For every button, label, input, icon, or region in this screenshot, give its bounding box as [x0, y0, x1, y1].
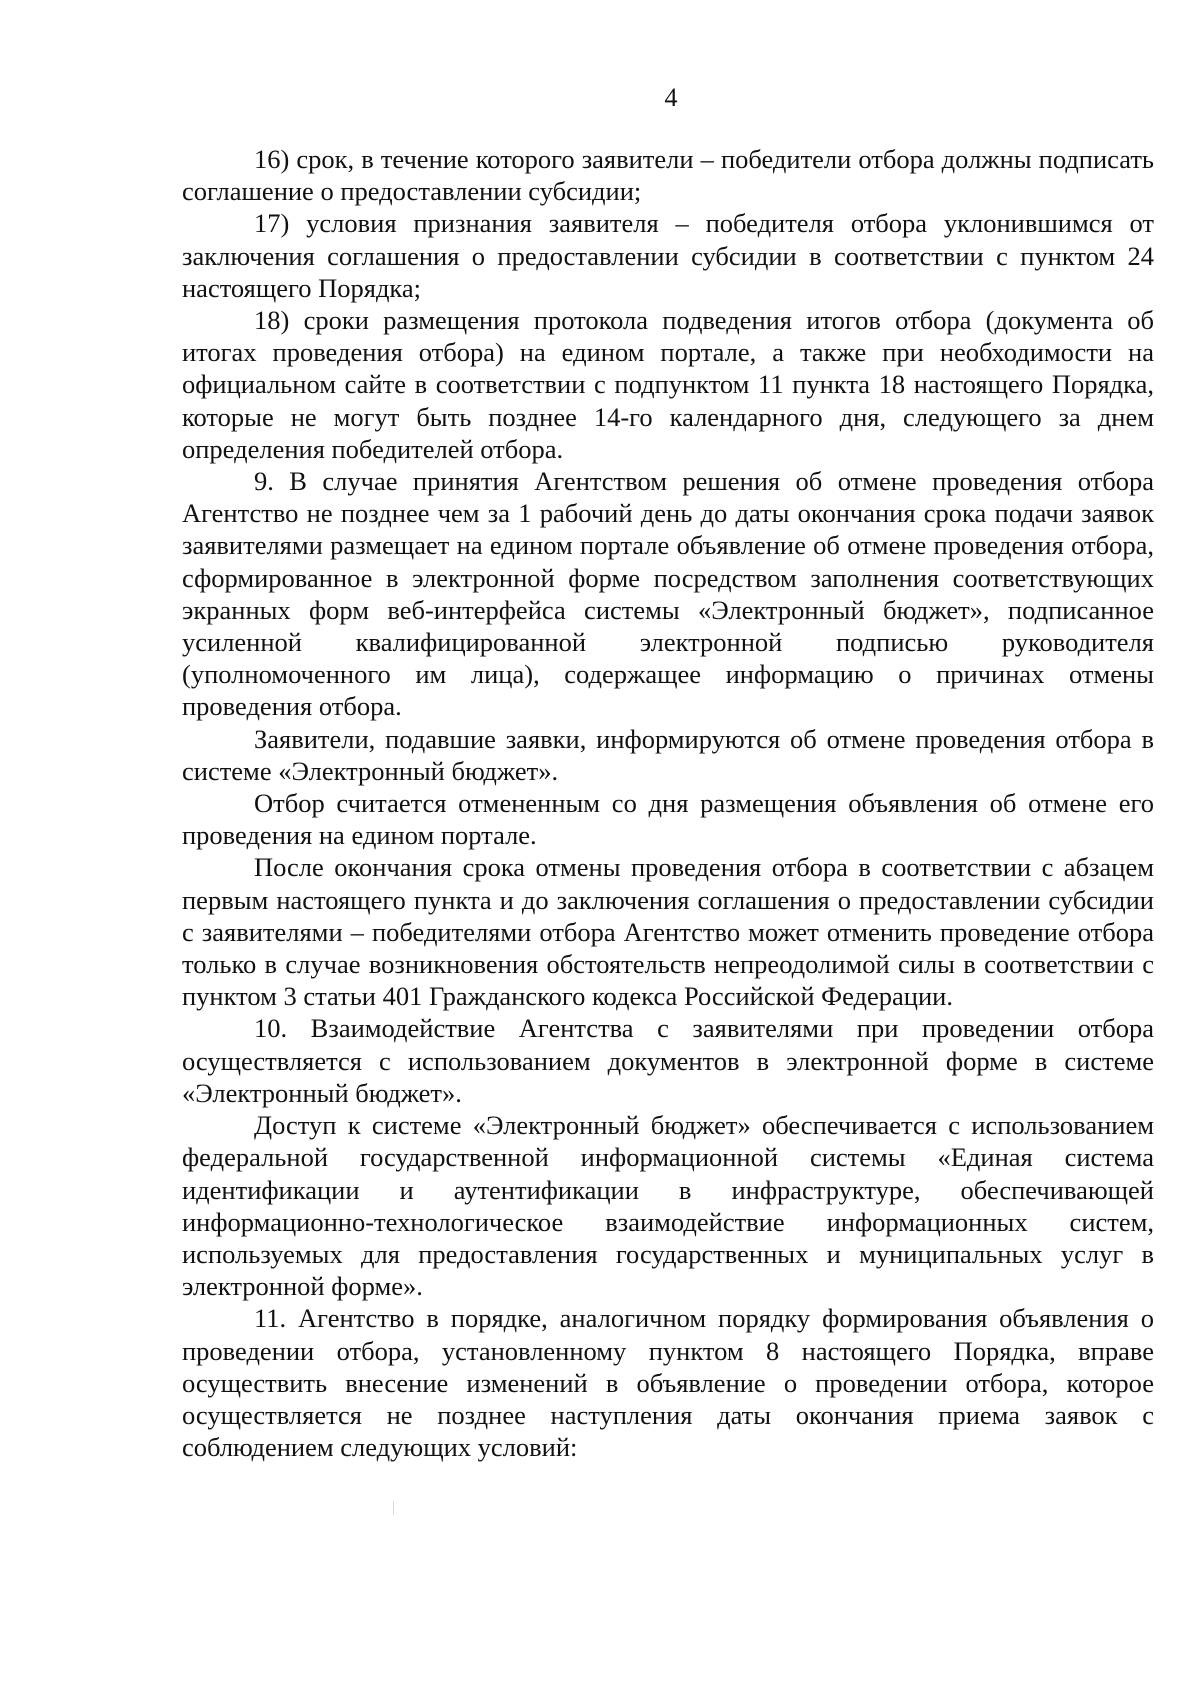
paragraph-cancellation-date: Отбор считается отмененным со дня размещения объявления об отмене его проведения на едином портале.	[182, 788, 1154, 851]
paragraph-item-18: 18) сроки размещения протокола подведения итогов отбора (документа об итогах проведения отбора) на едином портале, а также при необходимости на официальном сайте в соответствии с подпунктом 11 пункта 18 настоящего Порядка, которые не могут быть позднее 14-го календарного дня, следующего за днем определения победителей отбора.	[182, 305, 1154, 464]
paragraph-item-16: 16) срок, в течение которого заявители – победители отбора должны подписать соглашение о предоставлении субсидии;	[182, 144, 1154, 207]
paragraph-item-17: 17) условия признания заявителя – победителя отбора уклонившимся от заключения соглашения о предоставлении субсидии в соответствии с пунктом 24 настоящего Порядка;	[182, 208, 1154, 303]
paragraph-system-access: Доступ к системе «Электронный бюджет» обеспечивается с использованием федеральной государственной информационной системы «Единая система идентификации и аутентификации в инфраструктуре, обеспечивающей информационно-технологическое взаимодействие информационных систем, используемых для предоставления государственных и муниципальных услуг в электронной форме».	[182, 1110, 1154, 1302]
paragraph-clause-11: 11. Агентство в порядке, аналогичном порядку формирования объявления о проведении отбора, установленному пунктом 8 настоящего Порядка, вправе осуществить внесение изменений в объявление о проведении отбора, которое осуществляется не позднее наступления даты окончания приема заявок с соблюдением следующих условий:	[182, 1303, 1154, 1463]
scan-artifact	[393, 1501, 394, 1515]
paragraph-clause-9: 9. В случае принятия Агентством решения об отмене проведения отбора Агентство не позднее чем за 1 рабочий день до даты окончания срока подачи заявок заявителями размещает на едином портале объявление об отмене проведения отбора, сформированное в электронной форме посредством заполнения соответствующих экранных форм веб-интерфейса системы «Электронный бюджет», подписанное усиленной квалифицированной электронной подписью руководителя (уполномоченного им лица), содержащее информацию о причинах отмены проведения отбора.	[182, 466, 1154, 722]
paragraph-applicants-notice: Заявители, подавшие заявки, информируются об отмене проведения отбора в системе «Электронный бюджет».	[182, 723, 1154, 786]
page-number: 4	[664, 83, 678, 112]
paragraph-force-majeure: После окончания срока отмены проведения отбора в соответствии с абзацем первым настоящего пункта и до заключения соглашения о предоставлении субсидии с заявителями – победителями отбора Агентство может отменить проведение отбора только в случае возникновения обстоятельств непреодолимой силы в соответствии с пунктом 3 статьи 401 Гражданского кодекса Российской Федерации.	[182, 852, 1154, 1012]
paragraph-clause-10: 10. Взаимодействие Агентства с заявителями при проведении отбора осуществляется с использованием документов в электронной форме в системе «Электронный бюджет».	[182, 1013, 1154, 1108]
document-body	[182, 143, 1154, 1463]
